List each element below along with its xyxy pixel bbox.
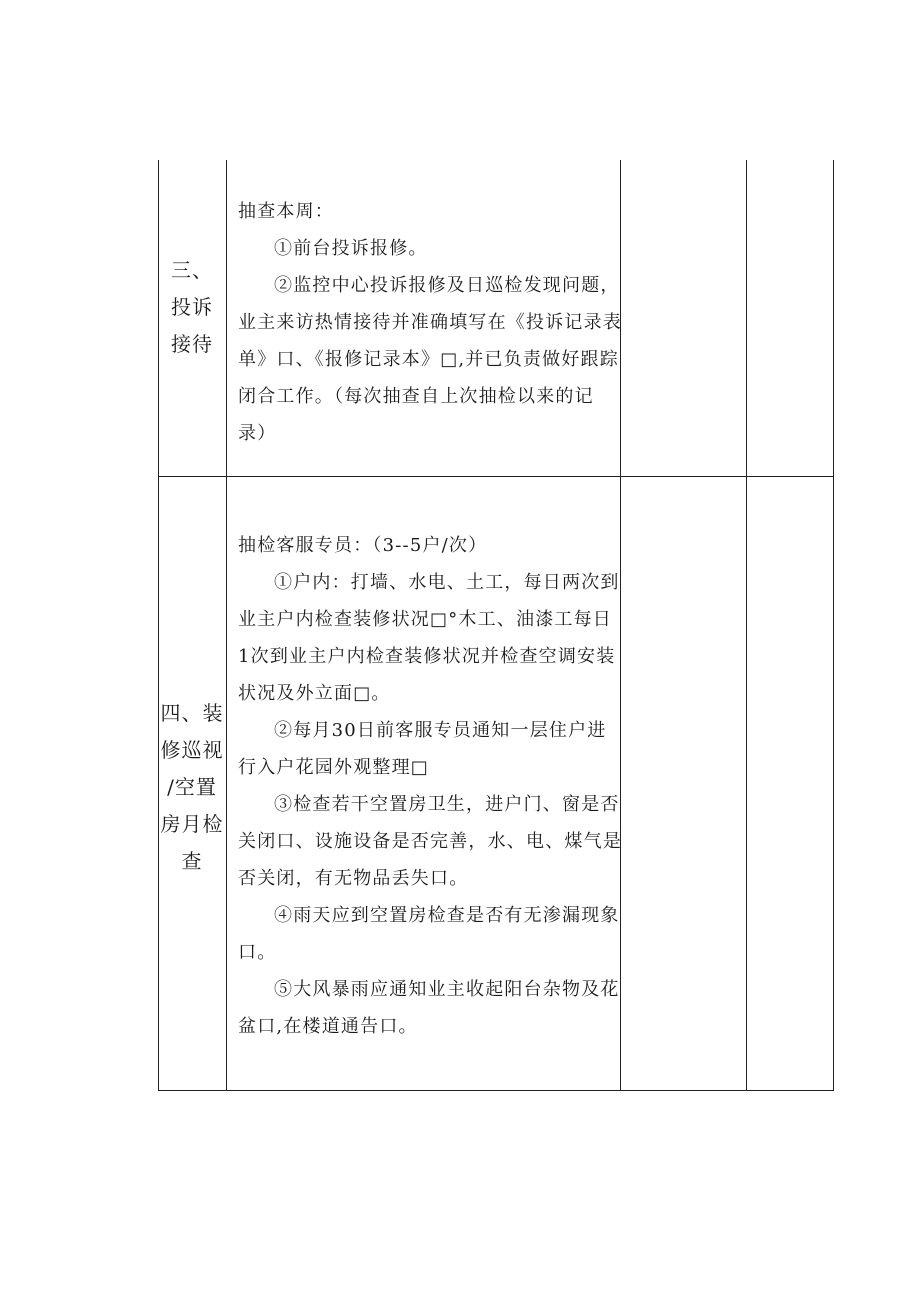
content-heading: 抽检客服专员：（3--5户/次） xyxy=(238,535,488,556)
content-cell-complaint xyxy=(238,193,622,452)
table-border-bottom xyxy=(158,1090,834,1091)
category-line: 四、装 xyxy=(160,701,224,725)
content-heading: 抽查本周： xyxy=(238,201,334,222)
content-item: ④雨天应到空置房检查是否有无渗漏现象口。 xyxy=(238,905,620,963)
content-item: ②每月30日前客服专员通知一层住户进行入户花园外观整理□ xyxy=(238,720,607,778)
empty-cell xyxy=(747,477,833,1090)
content-item: ①前台投诉报修。 xyxy=(274,238,428,259)
empty-cell xyxy=(621,477,746,1090)
category-line: 查 xyxy=(181,849,203,873)
category-line: 投诉 xyxy=(171,295,213,319)
category-cell-renovation xyxy=(158,695,226,880)
category-line: 接待 xyxy=(171,332,213,356)
category-line: /空置 xyxy=(167,775,217,799)
content-cell-renovation xyxy=(238,527,622,1045)
content-item: ⑤大风暴雨应通知业主收起阳台杂物及花盆口,在楼道通告口。 xyxy=(238,979,620,1037)
category-line: 房月检 xyxy=(160,812,224,836)
empty-cell xyxy=(747,160,833,476)
category-line: 修巡视 xyxy=(160,738,224,762)
category-line: 三、 xyxy=(171,258,213,282)
content-item: ①户内：打墙、水电、土工，每日两次到业主户内检查装修状况□°木工、油漆工每日1次到业主户内检查装修状况并检查空调安装状况及外立面□。 xyxy=(238,572,620,704)
table-divider-1 xyxy=(226,160,227,1091)
content-item: ③检查若干空置房卫生，进户门、窗是否关闭口、设施设备是否完善，水、电、煤气是否关闭，有无物品丢失口。 xyxy=(238,794,622,889)
empty-cell xyxy=(621,160,746,476)
table-border-right xyxy=(833,160,834,1091)
content-item: ②监控中心投诉报修及日巡检发现问题，业主来访热情接待并准确填写在《投诉记录表单》口、《报修记录本》□,并已负责做好跟踪闭合工作。（每次抽查自上次抽检以来的记录） xyxy=(238,275,622,444)
category-cell-complaint xyxy=(158,252,226,363)
